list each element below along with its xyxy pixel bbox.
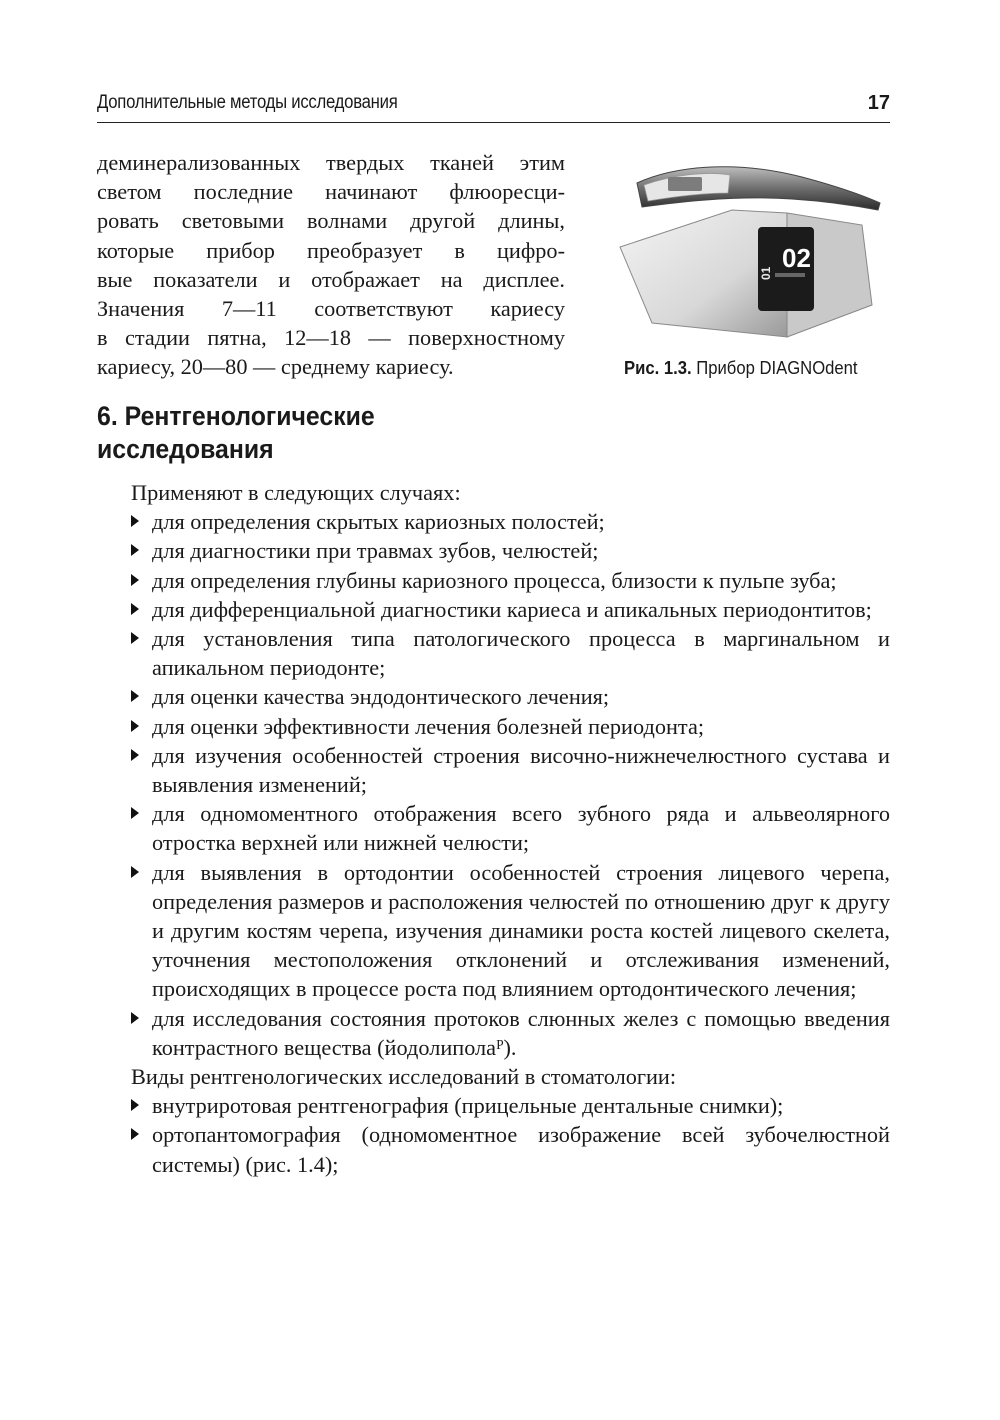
bullet-triangle-icon bbox=[131, 574, 139, 586]
bullet-triangle-icon bbox=[131, 690, 139, 702]
running-header bbox=[97, 92, 890, 123]
page-number: 17 bbox=[867, 92, 890, 114]
types-list bbox=[97, 1091, 890, 1179]
bullet-triangle-icon bbox=[131, 1012, 139, 1024]
list-item-text: для выявления в ортодонтии особенностей строения лицевого черепа, определения размеров и расположения челюстей по отношению друг к другу и другим костям черепа, изучения динамики роста костей лицевого скелета, уточнения местоположения отклонений и отслеживания изменений, происходящих в процессе роста под влиянием ортодонтического лечения; bbox=[152, 859, 890, 1002]
section-title-line1: 6. Рентгенологические bbox=[97, 401, 375, 431]
list-item-text: для определения скрытых кариозных полостей; bbox=[152, 509, 605, 535]
device-figure bbox=[612, 155, 892, 345]
list-item-text: для установления типа патологического процесса в маргинальном и апикальном периодонте; bbox=[152, 626, 890, 681]
bullet-triangle-icon bbox=[131, 515, 139, 527]
running-title: Дополнительные методы исследования bbox=[97, 92, 398, 113]
screen-right-value: 02 bbox=[782, 243, 811, 273]
bullet-triangle-icon bbox=[131, 1099, 139, 1111]
intro-line: светом последние начинают флюоресци- bbox=[97, 179, 565, 205]
intro-line: ровать световыми волнами другой длины, bbox=[97, 208, 565, 234]
bullet-triangle-icon bbox=[131, 749, 139, 761]
indications-list bbox=[97, 507, 890, 1062]
figure-caption-label: Рис. 1.3. bbox=[624, 357, 692, 378]
section-heading bbox=[97, 400, 483, 466]
list-item bbox=[97, 1091, 890, 1120]
intro-line: вые показатели и отображает на дисплее. bbox=[97, 266, 565, 292]
list-item-text: для определения глубины кариозного процесса, близости к пульпе зуба; bbox=[152, 567, 837, 593]
list-item-text: для исследования состояния протоков слюнных желез с помощью введения контрастного вещества (йодолиполаᴾ). bbox=[152, 1005, 890, 1060]
list-item bbox=[97, 507, 890, 536]
list-item bbox=[97, 741, 890, 799]
list-item bbox=[97, 858, 890, 1004]
section-title-line2: исследования bbox=[97, 434, 274, 464]
list-item-text: для оценки эффективности лечения болезней периодонта; bbox=[152, 713, 705, 739]
bullet-triangle-icon bbox=[131, 603, 139, 615]
figure-caption bbox=[624, 357, 858, 379]
diagnodent-device-illustration bbox=[612, 155, 892, 345]
list-item bbox=[97, 1120, 890, 1178]
list-item bbox=[97, 712, 890, 741]
section-lead: Применяют в следующих случаях: bbox=[131, 480, 461, 505]
list-item bbox=[97, 595, 890, 624]
intro-line: в стадии пятна, 12—18 — поверхностному bbox=[97, 325, 565, 351]
intro-line: деминерализованных твердых тканей этим bbox=[97, 150, 565, 175]
list-item-text: ортопантомография (одномоментное изображение всей зубочелюстной системы) (рис. 1.4); bbox=[152, 1122, 890, 1177]
list-item bbox=[97, 624, 890, 682]
types-lead: Виды рентгенологических исследований в стоматологии: bbox=[131, 1064, 677, 1090]
bullet-triangle-icon bbox=[131, 720, 139, 732]
section-body bbox=[97, 478, 890, 1179]
list-item bbox=[97, 799, 890, 857]
intro-line: кариесу, 20—80 — среднему кариесу. bbox=[97, 354, 454, 380]
list-item-text: для дифференциальной диагностики кариеса и апикальных периодонтитов; bbox=[152, 596, 872, 622]
figure-caption-text: Прибор DIAGNOdent bbox=[691, 357, 858, 378]
list-item bbox=[97, 682, 890, 711]
list-item bbox=[97, 1004, 890, 1062]
bullet-triangle-icon bbox=[131, 632, 139, 644]
list-item bbox=[97, 536, 890, 565]
intro-line: Значения 7—11 соответствуют кариесу bbox=[97, 295, 565, 321]
bullet-triangle-icon bbox=[131, 1128, 139, 1140]
intro-line: которые прибор преобразует в цифро- bbox=[97, 237, 565, 263]
list-item-text: для оценки качества эндодонтического лечения; bbox=[152, 684, 610, 710]
list-item-text: внутриротовая рентгенография (прицельные дентальные снимки); bbox=[152, 1093, 784, 1119]
bullet-triangle-icon bbox=[131, 866, 139, 878]
intro-paragraph bbox=[97, 148, 565, 382]
list-item bbox=[97, 566, 890, 595]
screen-left-value: 01 bbox=[759, 266, 773, 280]
list-item-text: для изучения особенностей строения височно-нижнечелюстного сустава и выявления изменений; bbox=[152, 742, 890, 798]
list-item-text: для диагностики при травмах зубов, челюстей; bbox=[152, 538, 599, 564]
bullet-triangle-icon bbox=[131, 544, 139, 556]
bullet-triangle-icon bbox=[131, 807, 139, 819]
list-item-text: для одномоментного отображения всего зубного ряда и альвеолярного отростка верхней или нижней челюсти; bbox=[152, 801, 890, 856]
